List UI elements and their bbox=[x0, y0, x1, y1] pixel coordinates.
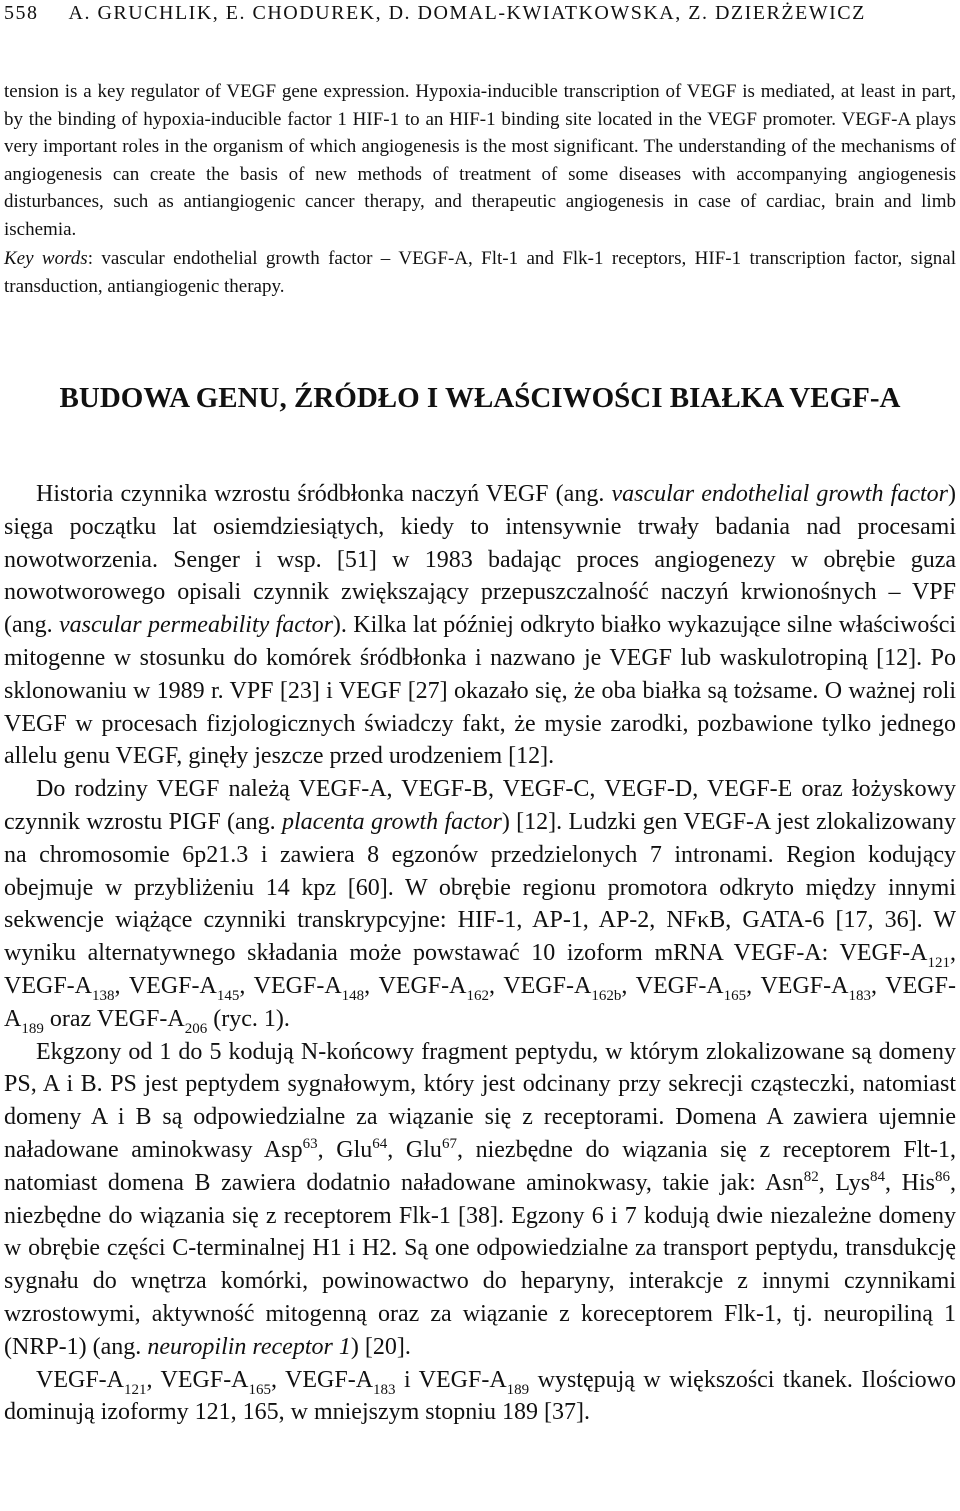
p2-italic-b: placenta growth factor bbox=[282, 808, 502, 835]
p1-text-c: ) sięga początku lat osiemdziesiątych, kiedy to intensywnie trwały badania nad procesami nowotworzenia. Senger i wsp. [51] w 1983 badając proces angiogenezy w obrębie guza nowotworowego opisali czynnik zwiększający przepuszczalność naczyń krwionośnych – VPF (ang. bbox=[4, 481, 956, 639]
isoform-separator: oraz bbox=[43, 1005, 97, 1032]
isoform-item bbox=[128, 972, 254, 1004]
isoform-item bbox=[96, 1005, 290, 1037]
isoform-subscript: 162b bbox=[591, 987, 622, 1004]
running-header bbox=[4, 0, 956, 26]
isoform-separator: , bbox=[364, 972, 379, 999]
abstract bbox=[4, 78, 956, 300]
isoform-subscript: 138 bbox=[92, 987, 115, 1004]
isoform-base: VEGF-A bbox=[760, 972, 849, 999]
isoform-separator: , bbox=[950, 940, 956, 967]
isoform-item bbox=[839, 940, 957, 972]
isoform-base: VEGF-A bbox=[378, 972, 467, 999]
p1-text-e: ). Kilka lat później odkryto białko wykazujące silne właściwości mitogenne w stosunku do komórek śródbłonka i nazwano je VEGF lub waskulotropiną [12]. Po sklonowaniu w 1989 r. VPF [23] i VEGF [27] okazało się, że oba białka są tożsame. O ważnej roli VEGF w procesach fizjologicznych świadczy fakt, że mysie zarodki, pozbawione tylko jednego allelu genu VEGF, ginęły jeszcze przed urodzeniem [12]. bbox=[4, 612, 957, 770]
p3-text-e: , Lys bbox=[818, 1169, 871, 1196]
keywords-label: Key words bbox=[4, 248, 88, 269]
isoform-base: VEGF-A bbox=[635, 972, 724, 999]
p3-text-f: , His bbox=[885, 1169, 935, 1196]
isoform-item bbox=[378, 972, 504, 1004]
body-text bbox=[4, 478, 956, 1429]
p1-italic-d: vascular permeability factor bbox=[58, 612, 333, 639]
p3-text-d: , niezbędne do wiązania się z receptorem Flt-1, natomiast domena B zawiera dodatnio naładowane aminokwasy, takie jak: Asn bbox=[4, 1136, 957, 1196]
isoform-base: VEGF-A bbox=[96, 1005, 185, 1032]
p4-sub-2: 165 bbox=[248, 1381, 272, 1398]
p3-text-a: Ekgzony od 1 do 5 kodują N-końcowy fragment peptydu, w którym zlokalizowane są domeny PS, A i B. PS jest peptydem sygnałowym, który jest odcinany przy sekrecji cząsteczki, natomiast domeny A i B są odpowiedzialne za wiązanie się z receptorami. Domena A zawiera ujemnie naładowane aminokwasy Asp bbox=[4, 1038, 956, 1163]
p2-text-c: ) [12]. Ludzki gen VEGF-A jest zlokalizowany na chromosomie 6p21.3 i zawiera 8 egzonów przedzielonych 7 intronami. Region kodujący obejmuje w przybliżeniu 14 kpz [60]. W obrębie regionu promotora odkryto między innymi sekwencje wiążące czynniki transkrypcyjne: HIF-1, AP-1, AP-2, NFκB, GATA-6 [17, 36]. W wyniku alternatywnego składania może powstawać 10 izoform mRNA VEGF-A: bbox=[4, 808, 957, 967]
p3-sup-4: 82 bbox=[803, 1168, 819, 1185]
p3-text-g: , niezbędne do wiązania się z receptorem Flk-1 [38]. Egzony 6 i 7 kodują dwie niezależne domeny w obrębie części C-terminalnej H1 i H2. Są one odpowiedzialne za transport peptydu, transdukcję sygnału do wnętrza komórki, powinowactwo do heparyny, interakcje z innymi czynnikami wzrostowymi, aktywność mitogenną oraz za wiązanie z koreceptorem Flk-1, tj. neuropiliną 1 (NRP-1) (ang. bbox=[4, 1169, 956, 1360]
p3-text-c: , Glu bbox=[387, 1136, 442, 1163]
p3-sup-5: 84 bbox=[870, 1168, 886, 1185]
abstract-text: tension is a key regulator of VEGF gene expression. Hypoxia-inducible transcription of VEGF is mediated, at least in part, by the binding of hypoxia-inducible factor 1 HIF-1 to an HIF-1 binding site located in the VEGF promoter. VEGF-A plays very important roles in the organism of which angiogenesis is the most significant. The understanding of the mechanisms of angiogenesis can create the basis of new methods of treatment of some diseases with accompanying angiogenesis disturbances, such as antiangiogenic cancer therapy, and therapeutic angiogenesis in case of cardiac, brain and limb ischemia. bbox=[4, 81, 956, 240]
isoform-separator: , bbox=[488, 972, 504, 999]
isoform-item bbox=[503, 972, 636, 1004]
isoform-base: VEGF-A bbox=[253, 972, 342, 999]
isoform-separator: , bbox=[746, 972, 761, 999]
keywords-text: : vascular endothelial growth factor – VEGF-A, Flt-1 and Flk-1 receptors, HIF-1 transcription factor, signal transduction, antiangiogenic therapy. bbox=[4, 248, 956, 297]
isoform-separator: , bbox=[621, 972, 636, 999]
isoform-subscript: 189 bbox=[21, 1020, 44, 1037]
isoform-subscript: 121 bbox=[927, 955, 950, 972]
p3-text-b: , Glu bbox=[317, 1136, 373, 1163]
isoform-item bbox=[760, 972, 886, 1004]
p4-text-d: i VEGF-A bbox=[395, 1366, 507, 1393]
isoform-item bbox=[4, 972, 129, 1004]
p3-sup-6: 86 bbox=[935, 1168, 950, 1185]
paragraph-2 bbox=[4, 773, 956, 1035]
p4-text-c: , VEGF-A bbox=[271, 1366, 374, 1393]
paragraph-3 bbox=[4, 1036, 956, 1364]
isoform-subscript: 183 bbox=[848, 987, 871, 1004]
isoform-subscript: 206 bbox=[184, 1020, 208, 1037]
isoform-separator: , bbox=[114, 972, 129, 999]
isoform-subscript: 162 bbox=[466, 987, 489, 1004]
p3-italic-h: neuropilin receptor 1 bbox=[147, 1333, 351, 1360]
isoform-subscript: 148 bbox=[341, 987, 365, 1004]
keywords bbox=[4, 245, 956, 300]
section-heading: BUDOWA GENU, ŹRÓDŁO I WŁAŚCIWOŚCI BIAŁKA VEGF-A bbox=[59, 382, 901, 414]
p1-text-a: Historia czynnika wzrostu śródbłonka naczyń VEGF (ang. bbox=[36, 481, 612, 507]
isoform-base: VEGF-A bbox=[128, 972, 217, 999]
page-number: 558 bbox=[4, 2, 39, 24]
p4-sub-4: 189 bbox=[506, 1381, 530, 1398]
p3-sup-1: 63 bbox=[302, 1135, 318, 1152]
isoform-subscript: 165 bbox=[723, 987, 747, 1004]
p2-text-a: Do rodziny VEGF należą VEGF-A, VEGF-B, VEGF-C, VEGF-D, VEGF-E oraz łożyskowy czynnik wzrostu PIGF (ang. bbox=[4, 776, 956, 835]
p1-italic-b: vascular endothelial growth factor bbox=[611, 481, 948, 507]
isoform-separator: (ryc. 1). bbox=[207, 1005, 290, 1032]
p4-sub-1: 121 bbox=[124, 1381, 147, 1398]
p3-sup-2: 64 bbox=[372, 1135, 388, 1152]
p3-text-i: ) [20]. bbox=[350, 1333, 411, 1360]
isoform-subscript: 145 bbox=[216, 987, 240, 1004]
isoform-base: VEGF-A bbox=[503, 972, 592, 999]
isoform-separator: , bbox=[870, 972, 886, 999]
isoform-base: VEGF-A bbox=[839, 940, 928, 967]
p3-sup-3: 67 bbox=[441, 1135, 457, 1152]
p4-text-e: występują w większości tkanek. Ilościowo dominują izoformy 121, 165, w mniejszym stopniu 189 [37]. bbox=[4, 1366, 957, 1426]
p4-sub-3: 183 bbox=[373, 1381, 396, 1398]
p4-text-b: , VEGF-A bbox=[146, 1366, 249, 1393]
isoform-base: VEGF-A bbox=[4, 972, 92, 999]
isoform-separator: , bbox=[239, 972, 254, 999]
isoform-item bbox=[635, 972, 761, 1004]
header-authors: A. GRUCHLIK, E. CHODUREK, D. DOMAL-KWIATKOWSKA, Z. DZIERŻEWICZ bbox=[68, 2, 866, 24]
isoform-item bbox=[253, 972, 379, 1004]
p4-text-a: VEGF-A bbox=[36, 1366, 124, 1393]
paragraph-4 bbox=[4, 1364, 956, 1430]
paragraph-1 bbox=[4, 478, 956, 773]
isoform-base: VEGF-A bbox=[4, 972, 956, 1032]
